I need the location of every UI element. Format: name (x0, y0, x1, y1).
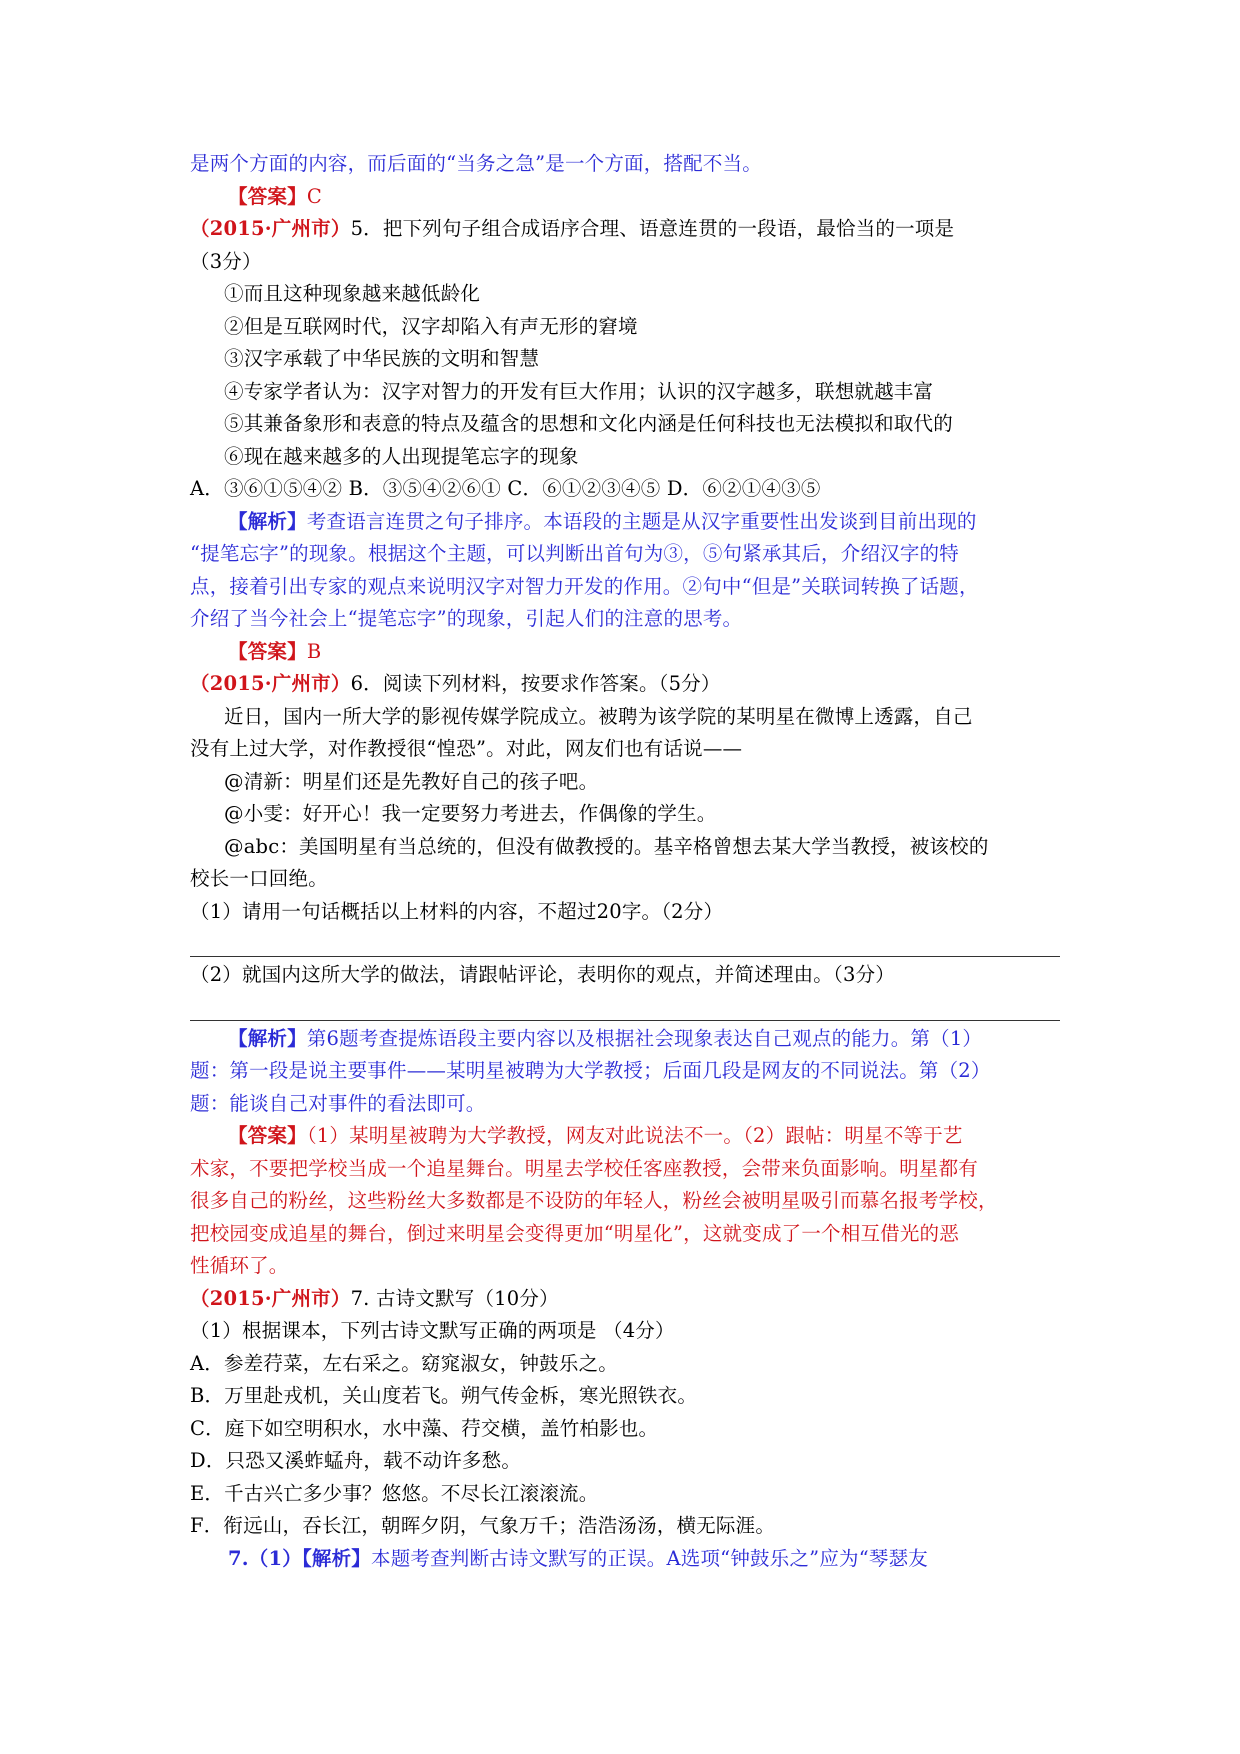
q5-analysis-line (190, 506, 1060, 539)
analysis-tag: 【解析】 (228, 509, 307, 533)
q7-option: B．万里赴戎机，关山度若飞。朔气传金柝，寒光照铁衣。 (190, 1384, 698, 1407)
q7-source: （2015·广州市） (190, 1286, 351, 1310)
q6-material-line: 近日，国内一所大学的影视传媒学院成立。被聘为该学院的某明星在微博上透露，自己 (224, 704, 973, 728)
document-page (190, 148, 1060, 1575)
q5-answer (190, 636, 1060, 669)
q6-sub2: （2）就国内这所大学的做法，请跟帖评论，表明你的观点，并简述理由。（3分） (190, 963, 895, 986)
q7-stem (190, 1283, 1060, 1316)
q6-answer-text: （1）某明星被聘为大学教授，网友对此说法不一。（2）跟帖：明星不等于艺 (306, 1124, 963, 1147)
q5-analysis-line: 介绍了当今社会上“提笔忘字”的现象，引起人们的注意的思考。 (190, 607, 743, 630)
previous-analysis-tail: 是两个方面的内容，而后面的“当务之急”是一个方面，搭配不当。 (190, 152, 762, 175)
q5-analysis-line: “提笔忘字”的现象。根据这个主题，可以判断出首句为③，⑤句紧承其后，介绍汉字的特 (190, 542, 959, 565)
q4-answer (190, 181, 1060, 214)
q6-sub2-answer-line (190, 992, 1060, 1021)
q7-option: F．衔远山，吞长江，朝晖夕阴，气象万千；浩浩汤汤，横无际涯。 (190, 1514, 776, 1537)
q7-analysis-line (190, 1543, 1060, 1576)
analysis-tag: 【解析】 (301, 1546, 371, 1570)
q5-item: ③汉字承载了中华民族的文明和智慧 (224, 347, 540, 370)
q5-item: ①而且这种现象越来越低龄化 (224, 282, 481, 305)
q5-item: ⑤其兼备象形和表意的特点及蕴含的思想和文化内涵是任何科技也无法模拟和取代的 (224, 412, 953, 435)
q7-option: E．千古兴亡多少事？悠悠。不尽长江滚滚流。 (190, 1481, 599, 1505)
q6-sub1-answer-line (190, 928, 1060, 957)
q6-answer-line: 性循环了。 (190, 1254, 289, 1277)
q6-sub1: （1）请用一句话概括以上材料的内容，不超过20字。（2分） (190, 899, 724, 923)
q6-answer-line: 术家，不要把学校当成一个追星舞台。明星去学校任客座教授，会带来负面影响。明星都有 (190, 1156, 979, 1180)
q7-analysis-text: 本题考查判断古诗文默写的正误。A选项“钟鼓乐之”应为“琴瑟友 (371, 1546, 928, 1570)
q6-analysis-line: 题：能谈自己对事件的看法即可。 (190, 1091, 486, 1115)
q5-source: （2015·广州市） (190, 217, 351, 240)
q6-comment: @abc：美国明星有当总统的，但没有做教授的。基辛格曾想去某大学当教授，被该校的 (224, 834, 989, 858)
q5-analysis-text: 考查语言连贯之句子排序。本语段的主题是从汉字重要性出发谈到目前出现的 (306, 509, 977, 533)
q5-answer-value: B (306, 639, 322, 663)
q5-item: ⑥现在越来越多的人出现提笔忘字的现象 (224, 444, 579, 468)
q6-comment: @小雯：好开心！我一定要努力考进去，作偶像的学生。 (224, 802, 717, 825)
q6-analysis-line (190, 1023, 1060, 1056)
q7-analysis-label: 7.（1） (228, 1546, 302, 1570)
q6-material-line: 没有上过大学，对作教授很“惶恐”。对此，网友们也有话说—— (190, 737, 743, 760)
q6-comment: @清新：明星们还是先教好自己的孩子吧。 (224, 769, 599, 793)
q5-stem (190, 213, 1060, 246)
q7-sub1: （1）根据课本，下列古诗文默写正确的两项是 （4分） (190, 1319, 675, 1342)
q6-analysis-text: 第6题考查提炼语段主要内容以及根据社会现象表达自己观点的能力。第（1） (306, 1026, 983, 1050)
q7-option: C．庭下如空明积水，水中藻、荇交横，盖竹柏影也。 (190, 1416, 659, 1440)
q4-answer-value: C (306, 184, 322, 208)
answer-tag: 【答案】 (228, 1124, 307, 1147)
q5-item: ②但是互联网时代，汉字却陷入有声无形的窘境 (224, 314, 638, 338)
q6-answer-line: 很多自己的粉丝，这些粉丝大多数都是不设防的年轻人，粉丝会被明星吸引而慕名报考学校， (190, 1189, 998, 1212)
q6-stem (190, 668, 1060, 701)
q7-stem-text: 7. 古诗文默写（10分） (350, 1286, 559, 1310)
q6-comment-cont: 校长一口回绝。 (190, 867, 328, 890)
q5-analysis-line: 点，接着引出专家的观点来说明汉字对智力开发的作用。②句中“但是”关联词转换了话题， (190, 574, 979, 598)
q5-stem-score: （3分） (190, 249, 262, 273)
q7-option: D．只恐又溪蚱蜢舟，载不动许多愁。 (190, 1449, 522, 1472)
q6-stem-text: 6．阅读下列材料，按要求作答案。（5分） (350, 672, 721, 695)
q6-analysis-line: 题：第一段是说主要事件——某明星被聘为大学教授；后面几段是网友的不同说法。第（2） (190, 1059, 991, 1082)
q5-item: ④专家学者认为：汉字对智力的开发有巨大作用；认识的汉字越多，联想就越丰富 (224, 379, 934, 403)
answer-tag: 【答案】 (228, 184, 307, 208)
q5-stem-text: 5．把下列句子组合成语序合理、语意连贯的一段语，最恰当的一项是 (350, 217, 955, 240)
analysis-tag: 【解析】 (228, 1026, 307, 1050)
q6-source: （2015·广州市） (190, 672, 351, 695)
q7-option: A．参差荇菜，左右采之。窈窕淑女，钟鼓乐之。 (190, 1351, 618, 1375)
q6-answer-line (190, 1120, 1060, 1153)
q6-answer-line: 把校园变成追星的舞台，倒过来明星会变得更加“明星化”，这就变成了一个相互借光的恶 (190, 1221, 959, 1245)
q5-options: A．③⑥①⑤④② B．③⑤④②⑥① C．⑥①②③④⑤ D．⑥②①④③⑤ (190, 477, 821, 500)
answer-tag: 【答案】 (228, 639, 307, 663)
